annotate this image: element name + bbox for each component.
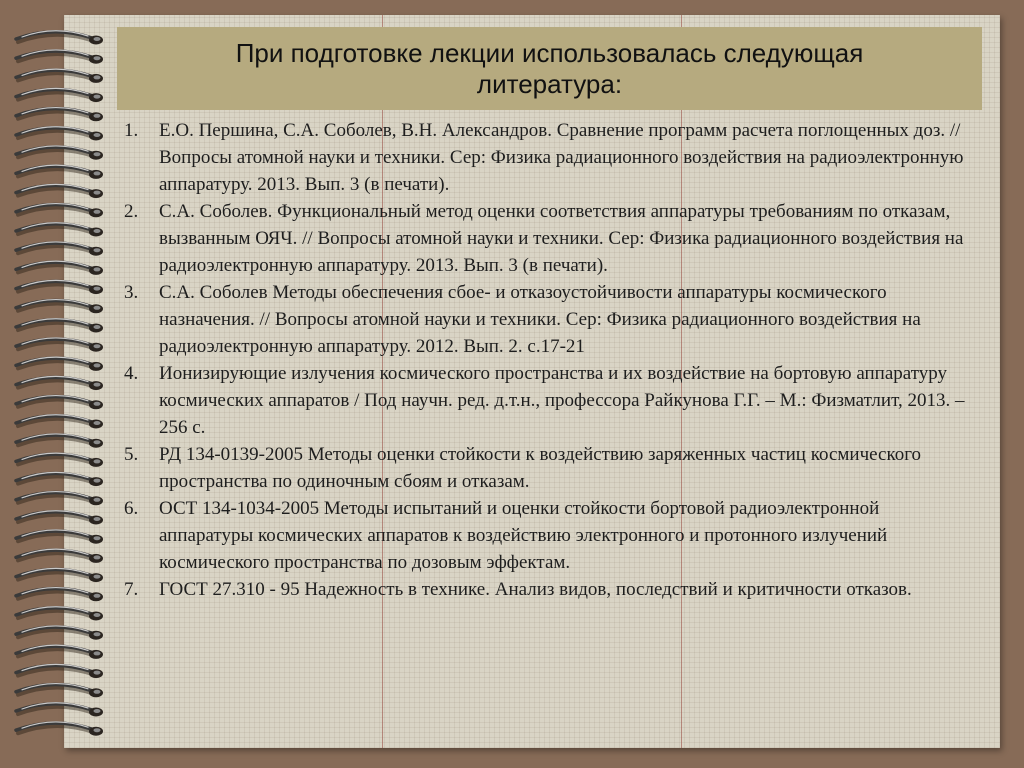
list-item-number: 3. — [124, 282, 139, 303]
list-item-number: 1. — [124, 120, 139, 141]
list-item — [124, 576, 969, 603]
list-item — [124, 117, 969, 198]
list-item-number: 5. — [124, 444, 139, 465]
list-item-number: 4. — [124, 363, 139, 384]
page-title: При подготовке лекции использовалась следующая литература: — [235, 37, 864, 99]
list-item — [124, 441, 969, 495]
reference-list — [124, 117, 969, 603]
title-banner — [117, 27, 982, 110]
list-item-text: ГОСТ 27.310 - 95 Надежность в технике. Анализ видов, последствий и критичности отказов. — [159, 579, 912, 600]
list-item — [124, 198, 969, 279]
list-item — [124, 360, 969, 441]
list-item-text: ОСТ 134-1034-2005 Методы испытаний и оценки стойкости бортовой радиоэлектронной аппаратуры космических аппаратов к воздействию электронного и протонного излучений космического пространства по дозовым эффектам. — [159, 498, 888, 573]
list-item-number: 6. — [124, 498, 139, 519]
list-item — [124, 279, 969, 360]
list-item-text: Е.О. Першина, С.А. Соболев, В.Н. Александров. Сравнение программ расчета поглощенных доз. // Вопросы атомной науки и техники. Сер: Физика радиационного воздействия на радиоэлектронную аппаратуру. 2013. Вып. 3 (в печати). — [159, 120, 964, 195]
list-item-number: 7. — [124, 579, 139, 600]
list-item-text: Ионизирующие излучения космического пространства и их воздействие на бортовую аппаратуру космических аппаратов / Под научн. ред. д.т.н., профессора Райкунова Г.Г. – М.: Физматлит, 2013. – 256 с. — [159, 363, 965, 438]
list-item — [124, 495, 969, 576]
spiral-binding-icon — [12, 30, 112, 740]
list-item-text: РД 134-0139-2005 Методы оценки стойкости к воздействию заряженных частиц космического пространства по одиночным сбоям и отказам. — [159, 444, 922, 492]
list-item-text: С.А. Соболев. Функциональный метод оценки соответствия аппаратуры требованиям по отказам, вызванным ОЯЧ. // Вопросы атомной науки и техники. Сер: Физика радиационного воздействия на радиоэлектронную аппаратуру. 2013. Вып. 3 (в печати). — [159, 201, 964, 276]
list-item-number: 2. — [124, 201, 139, 222]
list-item-text: С.А. Соболев Методы обеспечения сбое- и отказоустойчивости аппаратуры космического назначения. // Вопросы атомной науки и техники. Сер: Физика радиационного воздействия на радиоэлектронную аппаратуру. 2012. Вып. 2. с.17-21 — [159, 282, 921, 357]
